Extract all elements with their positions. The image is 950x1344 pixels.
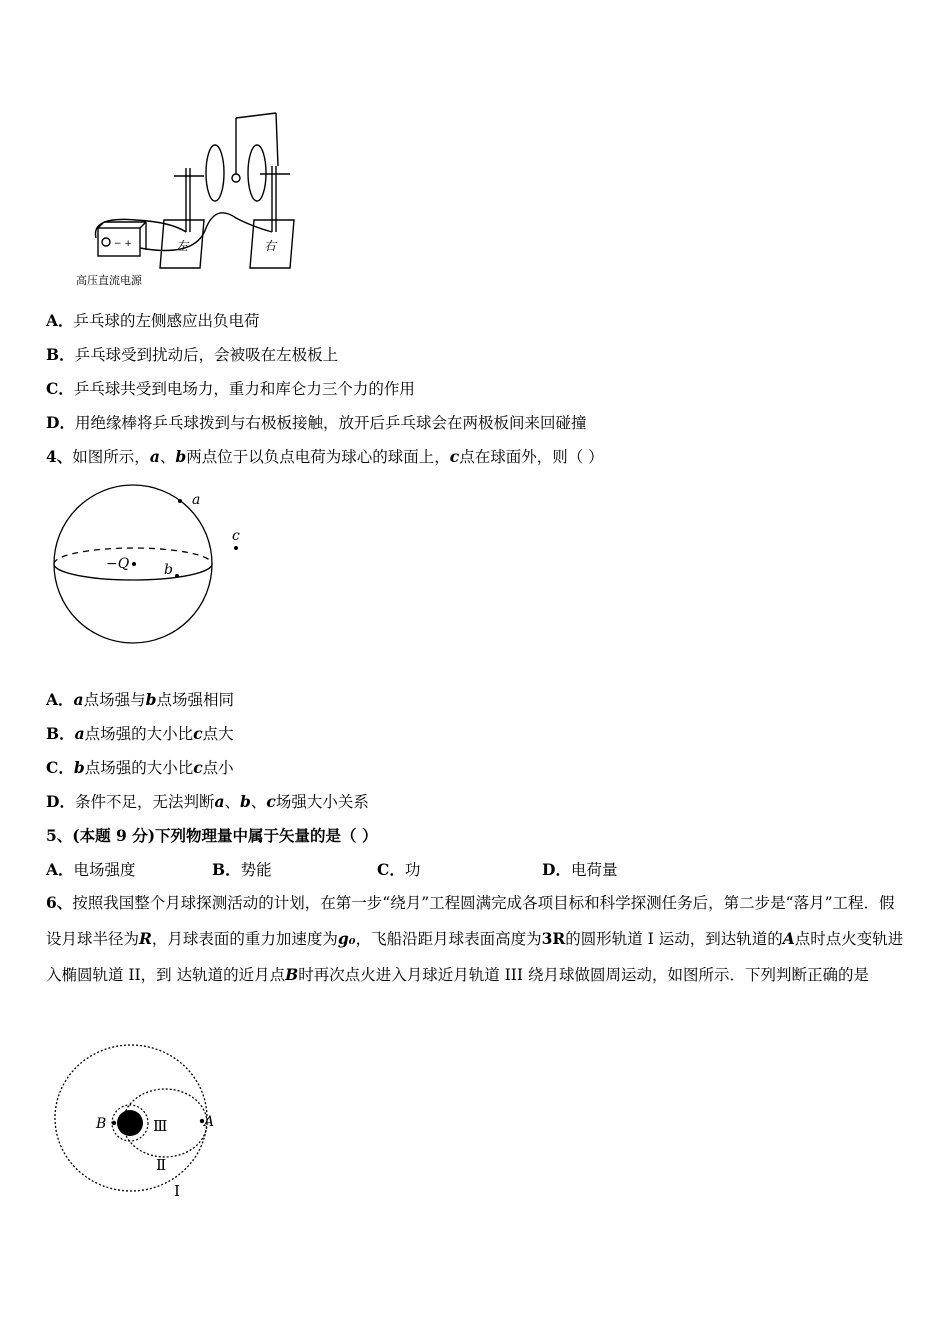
q3-option-a[interactable] xyxy=(46,311,260,331)
option-key: A． xyxy=(46,311,74,330)
label-A: A xyxy=(204,1114,215,1130)
sphere-charge-figure xyxy=(46,482,256,648)
orbit-2-label: Ⅱ xyxy=(156,1156,167,1174)
q4-option-b[interactable]: B．a点场强的大小比c点大 xyxy=(46,724,234,743)
label-B: B xyxy=(96,1116,107,1132)
electrostatic-apparatus-figure xyxy=(76,108,316,290)
option-text: 乒乓球受到扰动后，会被吸在左极板上 xyxy=(74,346,339,364)
left-plate-label: 左 xyxy=(176,239,189,253)
q4-stem: 4、如图所示，a、b两点位于以负点电荷为球心的球面上，c点在球面外，则（ ） xyxy=(46,447,604,466)
option-key: D． xyxy=(46,413,75,432)
label-c: c xyxy=(232,528,240,544)
option-key: B． xyxy=(46,345,75,364)
q3-option-c[interactable] xyxy=(46,379,415,399)
q5-option-b[interactable]: B．势能 xyxy=(212,860,272,879)
q5-stem: 5、(本题 9 分)下列物理量中属于矢量的是（ ） xyxy=(46,826,378,845)
orbit-1-label: Ⅰ xyxy=(174,1182,180,1200)
q4-option-d[interactable]: D．条件不足，无法判断a、b、c场强大小关系 xyxy=(46,792,369,811)
orbit-3-label: Ⅲ xyxy=(153,1117,168,1135)
q5-option-c[interactable]: C．功 xyxy=(377,860,421,879)
label-q: −Q xyxy=(106,556,130,572)
power-supply-label: 高压直流电源 xyxy=(76,274,142,287)
label-b: b xyxy=(164,562,173,578)
option-text: 用绝缘棒将乒乓球拨到与右极板接触，放开后乒乓球会在两极板间来回碰撞 xyxy=(74,414,587,432)
q3-option-d[interactable] xyxy=(46,413,586,433)
q4-option-c[interactable]: C．b点场强的大小比c点小 xyxy=(46,758,234,777)
option-text: 乒乓球的左侧感应出负电荷 xyxy=(73,312,260,330)
option-text: 乒乓球共受到电场力，重力和库仑力三个力的作用 xyxy=(73,380,415,398)
q4-option-a[interactable]: A．a点场强与b点场强相同 xyxy=(46,690,234,709)
q5-option-a[interactable]: A．电场强度 xyxy=(46,860,136,879)
q5-option-d[interactable]: D．电荷量 xyxy=(542,860,618,879)
svg-text:− +: − + xyxy=(114,239,132,249)
q3-option-b[interactable] xyxy=(46,345,338,365)
q6-stem: 6、按照我国整个月球探测活动的计划，在第一步“绕月”工程圆满完成各项目标和科学探测任务后，第二步是“落月”工程．假设月球半径为R，月球表面的重力加速度为g₀，飞船沿距月球表面高度为3R的圆形轨道 I 运动，到达轨道的A点时点火变轨进入椭圆轨道 II，到 达轨道的近月点B时再次点火进入月球近月轨道 III 绕月球做圆周运动，如图所示．下列判断正确的是 xyxy=(46,893,904,984)
lunar-orbit-figure xyxy=(50,1042,230,1204)
right-plate-label: 右 xyxy=(264,239,277,253)
option-key: C． xyxy=(46,379,74,398)
label-a: a xyxy=(192,492,201,508)
